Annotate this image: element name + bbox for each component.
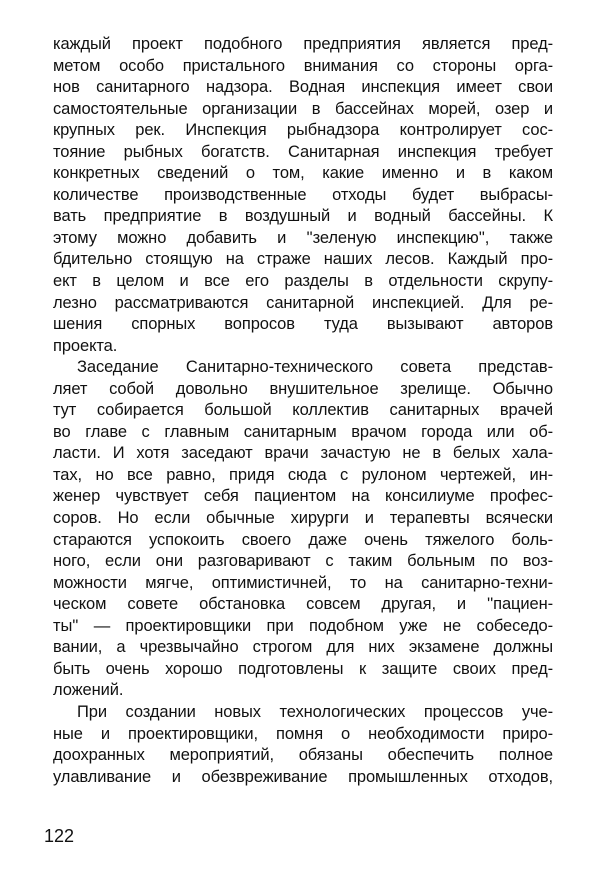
text-line: ного, если они разговаривают с таким больным по воз- <box>53 552 553 571</box>
text-line: можности мягче, оптимистичней, то на санитарно-техни- <box>53 573 553 592</box>
text-line: нов санитарного надзора. Водная инспекция имеет свои <box>53 78 553 97</box>
text-line: улавливание и обезвреживание промышленных отходов, <box>53 767 553 786</box>
text-line: ложений. <box>53 681 124 700</box>
text-line: вании, а чрезвычайно строгом для них экзамене должны <box>53 638 553 657</box>
text-line: вать предприятие в воздушный и водный бассейны. К <box>53 207 553 226</box>
text-line: шения спорных вопросов туда вызывают авторов <box>53 315 553 334</box>
text-line: доохранных мероприятий, обязаны обеспечить полное <box>53 746 553 765</box>
text-line: женер чувствует себя пациентом на консилиуме профес- <box>53 487 553 506</box>
text-line: ласти. И хотя заседают врачи зачастую не в белых хала- <box>53 444 553 463</box>
text-line: ляет собой довольно внушительное зрелище. Обычно <box>53 379 553 398</box>
text-line: тут собирается большой коллектив санитарных врачей <box>53 401 553 420</box>
text-line: соров. Но если обычные хирурги и терапевты всячески <box>53 509 553 528</box>
text-line: каждый проект подобного предприятия является пред- <box>53 35 553 53</box>
text-line: во главе с главным санитарным врачом города или об- <box>53 422 553 441</box>
paragraph <box>53 357 553 702</box>
text-line: этому можно добавить и ''зеленую инспекцию'', также <box>53 228 553 247</box>
text-line: проекта. <box>53 336 118 355</box>
paragraph <box>53 702 553 788</box>
text-line: бдительно стоящую на страже наших лесов. Каждый про- <box>53 250 553 269</box>
text-line: Заседание Санитарно-технического совета представ- <box>77 358 553 377</box>
text-line: ты'' — проектировщики при подобном уже не собеседо- <box>53 616 553 635</box>
page-body <box>53 34 553 788</box>
text-line: конкретных сведений о том, какие именно и в каком <box>53 164 553 183</box>
text-line: лезно рассматриваются санитарной инспекцией. Для ре- <box>53 293 553 312</box>
text-line: ческом совете обстановка совсем другая, и ''пациен- <box>53 595 553 614</box>
text-line: тояние рыбных богатств. Санитарная инспекция требует <box>53 142 553 161</box>
paragraph <box>53 34 553 357</box>
text-line: тах, но все равно, придя сюда с рулоном чертежей, ин- <box>53 465 553 484</box>
page-number: 122 <box>44 826 75 846</box>
text-line: метом особо пристального внимания со стороны орга- <box>53 56 553 75</box>
text-line: быть очень хорошо подготовлены к защите своих пред- <box>53 659 553 678</box>
text-line: При создании новых технологических процессов уче- <box>77 702 553 721</box>
text-line: крупных рек. Инспекция рыбнадзора контролирует сос- <box>53 121 553 140</box>
text-line: ные и проектировщики, помня о необходимости приро- <box>53 724 553 743</box>
text-line: самостоятельные организации в бассейнах морей, озер и <box>53 99 553 118</box>
text-line: количестве производственные отходы будет выбрасы- <box>53 185 553 204</box>
text-line: ект в целом и все его разделы в отдельности скрупу- <box>53 272 553 291</box>
text-line: стараются успокоить своего даже очень тяжелого боль- <box>53 530 553 549</box>
